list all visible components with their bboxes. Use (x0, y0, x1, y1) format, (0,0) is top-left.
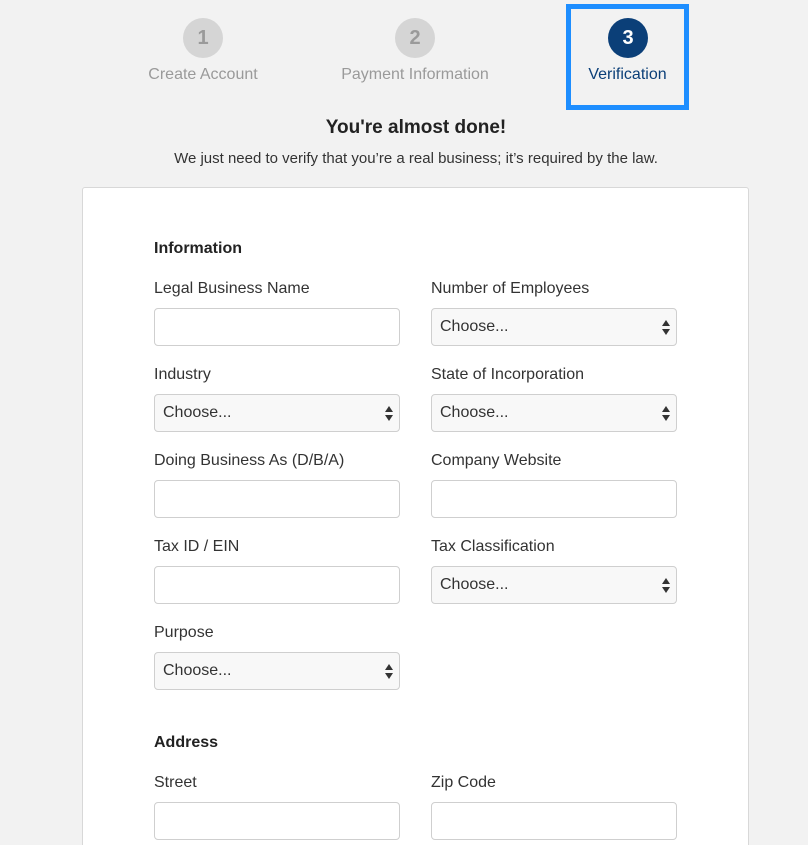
industry-select[interactable] (154, 394, 400, 432)
step-create-account[interactable] (130, 0, 276, 110)
company-website-input[interactable] (431, 480, 677, 518)
step-label: Payment Information (341, 66, 489, 83)
legal-business-name-input[interactable] (154, 308, 400, 346)
page-title: You're almost done! (325, 117, 507, 138)
select-arrows-icon (662, 405, 670, 423)
dba-label: Doing Business As (D/B/A) (154, 452, 345, 469)
verification-form (82, 187, 749, 845)
page-subtitle: We just need to verify that you’re a real business; it’s required by the law. (174, 150, 658, 167)
zip-code-input[interactable] (431, 802, 677, 840)
purpose-label: Purpose (154, 624, 214, 641)
information-section-title: Information (154, 240, 242, 257)
zip-code-label: Zip Code (431, 774, 496, 791)
number-of-employees-label: Number of Employees (431, 280, 590, 297)
step-label: Verification (588, 66, 667, 83)
tax-id-label: Tax ID / EIN (154, 538, 240, 555)
number-of-employees-select[interactable] (431, 308, 677, 346)
step-number: 3 (608, 18, 648, 58)
select-arrows-icon (385, 663, 393, 681)
street-input[interactable] (154, 802, 400, 840)
select-value: Choose... (163, 404, 232, 421)
select-value: Choose... (163, 662, 232, 679)
select-arrows-icon (385, 405, 393, 423)
state-of-incorporation-select[interactable] (431, 394, 677, 432)
legal-business-name-label: Legal Business Name (154, 280, 310, 297)
step-payment-information[interactable] (325, 0, 505, 110)
purpose-select[interactable] (154, 652, 400, 690)
dba-input[interactable] (154, 480, 400, 518)
tax-id-input[interactable] (154, 566, 400, 604)
select-value: Choose... (440, 576, 509, 593)
tax-classification-select[interactable] (431, 566, 677, 604)
industry-label: Industry (154, 366, 211, 383)
step-number: 2 (395, 18, 435, 58)
state-of-incorporation-label: State of Incorporation (431, 366, 584, 383)
company-website-label: Company Website (431, 452, 562, 469)
step-label: Create Account (148, 66, 258, 83)
select-value: Choose... (440, 318, 509, 335)
select-arrows-icon (662, 577, 670, 595)
tax-classification-label: Tax Classification (431, 538, 555, 555)
step-number: 1 (183, 18, 223, 58)
address-section-title: Address (154, 734, 219, 751)
select-value: Choose... (440, 404, 509, 421)
select-arrows-icon (662, 319, 670, 337)
street-label: Street (154, 774, 197, 791)
step-verification[interactable] (566, 4, 689, 110)
